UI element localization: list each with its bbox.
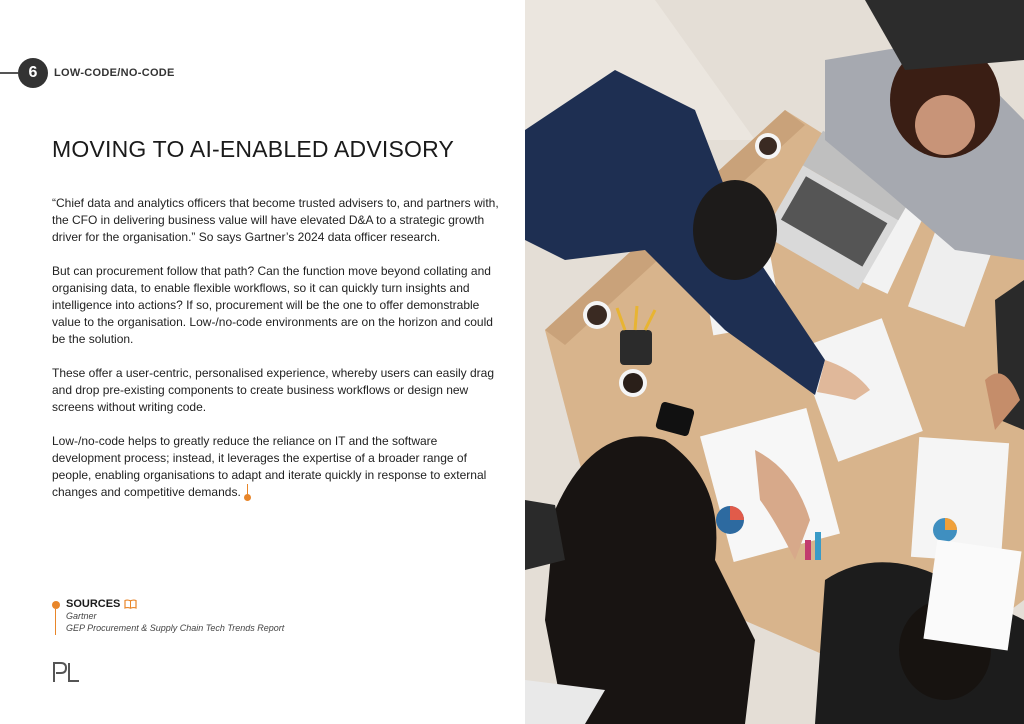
section-rule (0, 72, 18, 74)
photo-illustration (525, 0, 1024, 724)
sources-block (52, 598, 284, 634)
section-number-badge: 6 (18, 58, 48, 88)
paragraph-4-wrap (52, 433, 500, 502)
paragraph-4: Low-/no-code helps to greatly reduce the reliance on IT and the software development process; instead, it leverages the expertise of a broader range of people, enabling organisations to adapt and iterate quickly in response to external changes and competitive demands. (52, 434, 487, 499)
paragraph-1: “Chief data and analytics officers that become trusted advisers to, and partners with, the CFO in delivering business value will have elevated D&A to a strategic growth driver for the organisation.” So says Gartner’s 2024 data officer research. (52, 196, 499, 244)
sources-rule (55, 609, 56, 635)
sources-heading: SOURCES (66, 598, 121, 610)
source-item: Gartner (66, 611, 97, 621)
section-label: LOW-CODE/NO-CODE (54, 67, 175, 79)
meeting-photo (525, 0, 1024, 724)
source-item: GEP Procurement & Supply Chain Tech Trends Report (66, 623, 285, 633)
publication-logo (52, 661, 80, 683)
section-header (0, 58, 175, 88)
page-title: MOVING TO AI-ENABLED ADVISORY (52, 136, 455, 162)
end-marker-icon (243, 484, 253, 502)
paragraph-2: But can procurement follow that path? Can the function move beyond collating and organising data, to enable flexible workflows, so it can quickly turn insights and intelligence into actions? If so, procurement will be the one to offer demonstrable value to the organisation. Low-/no-code environments are on the horizon and could be the solution. (52, 264, 493, 346)
book-icon (124, 599, 137, 609)
sources-bullet (52, 601, 60, 609)
paragraph-3: These offer a user-centric, personalised experience, whereby users can easily drag and drop pre-existing components to create business workflows or design new screens without writing code. (52, 366, 495, 414)
article-body (52, 195, 500, 519)
